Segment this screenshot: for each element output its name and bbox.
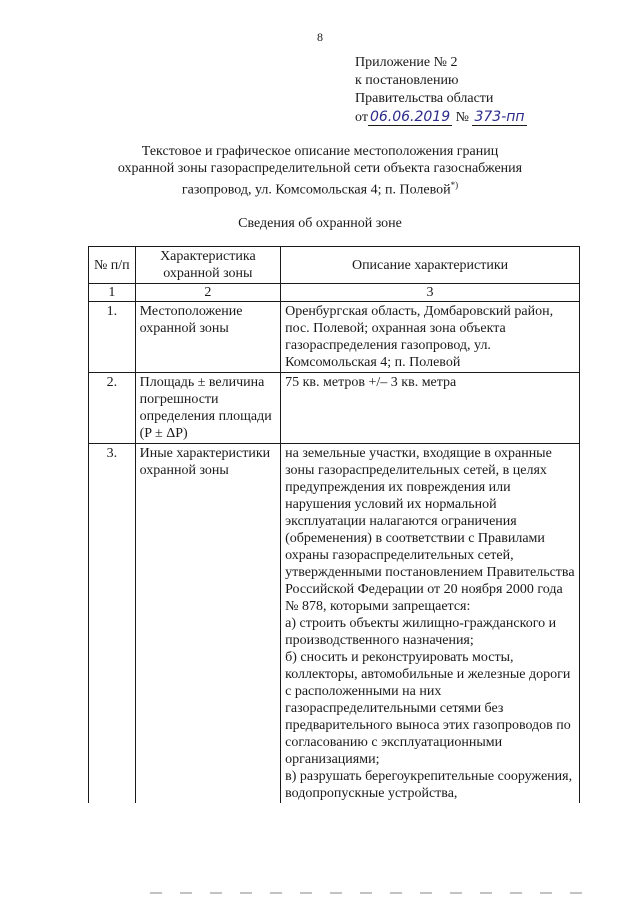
appendix-header	[355, 54, 527, 127]
appendix-line-2: к постановлению	[355, 73, 459, 88]
number-prefix: №	[455, 110, 469, 125]
document-title	[90, 143, 550, 199]
column-number-1: 1	[89, 284, 136, 302]
handwritten-date: 06.06.2019	[369, 109, 451, 125]
scan-artifact-line	[150, 892, 590, 894]
row-description: 75 кв. метров +/– 3 кв. метра	[281, 373, 580, 444]
section-subtitle: Сведения об охранной зоне	[238, 216, 402, 231]
restriction-item-a: а) строить объекты жилищно-гражданского и производственного назначения;	[285, 616, 557, 648]
appendix-line-3: Правительства области	[355, 91, 494, 106]
row-description-cell	[281, 444, 580, 804]
column-number-3: 3	[281, 284, 580, 302]
row-characteristic: Местоположение охранной зоны	[135, 302, 280, 373]
restriction-item-c: в) разрушать берегоукрепительные сооружения, водопропускные устройства,	[285, 769, 573, 801]
title-line-1: Текстовое и графическое описание местоположения границ	[141, 144, 499, 159]
appendix-date-line	[355, 108, 527, 127]
header-number: № п/п	[89, 247, 136, 284]
column-number-2: 2	[135, 284, 280, 302]
footnote-mark: *)	[450, 180, 459, 190]
row-number: 2.	[89, 373, 136, 444]
table-row	[89, 444, 580, 804]
row-characteristic: Площадь ± величина погрешности определения площади (P ± ΔP)	[135, 373, 280, 444]
table-row	[89, 373, 580, 444]
date-prefix: от	[355, 110, 368, 125]
column-number-row	[89, 284, 580, 302]
table-header-row	[89, 247, 580, 284]
appendix-line-1: Приложение № 2	[355, 55, 458, 70]
zone-info-table	[88, 246, 580, 803]
row-number: 3.	[89, 444, 136, 804]
title-line-2: охранной зоны газораспределительной сети объекта газоснабжения	[117, 161, 523, 176]
title-line-3: газопровод, ул. Комсомольская 4; п. Полевой	[181, 182, 451, 198]
row-characteristic: Иные характеристики охранной зоны	[135, 444, 280, 804]
table-row	[89, 302, 580, 373]
restriction-item-b: б) сносить и реконструировать мосты, коллекторы, автомобильные и железные дороги с расположенными на них газораспределительными сетями без предварительного выноса этих газопроводов по согласованию с эксплуатационными организациями;	[285, 650, 571, 767]
title-line-3-wrap	[90, 177, 550, 199]
row-number: 1.	[89, 302, 136, 373]
row-description: на земельные участки, входящие в охранные зоны газораспределительных сетей, в целях предупреждения их повреждения или нарушения условий их нормальной эксплуатации налагаются ограничения (обременения) в соответствии с Правилами охраны газораспределительных сетей, утвержденными постановлением Правительства Российской Федерации от 20 ноября 2000 года № 878, которыми запрещается:	[285, 446, 575, 614]
page-number: 8	[317, 30, 323, 44]
row-description: Оренбургская область, Домбаровский район, пос. Полевой; охранная зона объекта газораспределения газопровод, ул. Комсомольская 4; п. Полевой	[281, 302, 580, 373]
header-description: Описание характеристики	[281, 247, 580, 284]
header-characteristic: Характеристика охранной зоны	[135, 247, 280, 284]
handwritten-number: 373-пп	[474, 109, 525, 125]
